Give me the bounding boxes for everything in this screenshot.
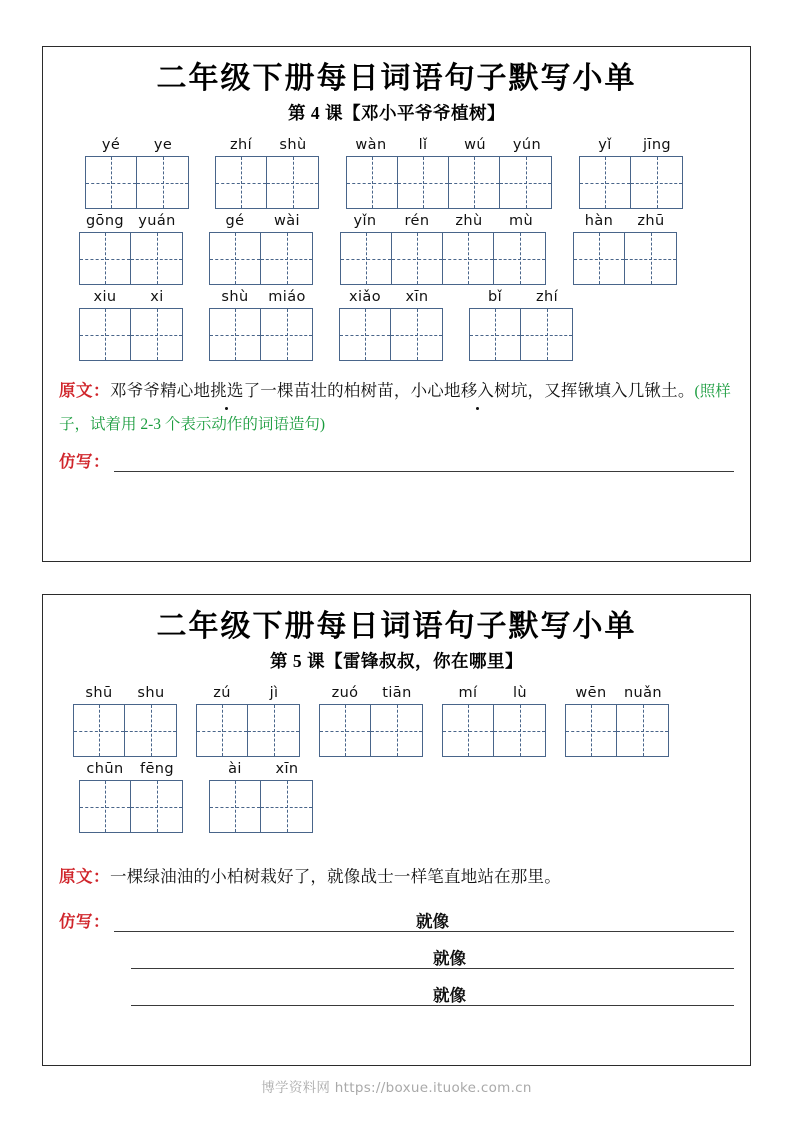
tianzige-cell[interactable] [341, 233, 392, 284]
pinyin-line [442, 685, 546, 701]
original-text-part1: 一棵绿油油的小柏树栽好了，就像战士一样笔直地站在那里。 [110, 867, 561, 887]
pinyin-line [579, 137, 683, 153]
tianzige-cell[interactable] [392, 233, 443, 284]
pinyin-syllable: jì [269, 685, 279, 702]
tianzige-grid[interactable] [339, 308, 443, 361]
pinyin-syllable: zuó [331, 685, 359, 702]
tianzige-cell[interactable] [137, 157, 188, 208]
tianzige-cell[interactable] [340, 309, 391, 360]
write-in-segment-right[interactable] [451, 911, 734, 932]
pinyin-line [73, 685, 177, 701]
tianzige-cell[interactable] [320, 705, 371, 756]
tianzige-cell[interactable] [580, 157, 631, 208]
pinyin-line [565, 685, 669, 701]
pinyin-syllable: xiǎo [349, 289, 381, 306]
tianzige-cell[interactable] [248, 705, 299, 756]
word-group [442, 685, 546, 757]
pinyin-syllable: jīng [642, 137, 672, 154]
pinyin-syllable: zhí [535, 289, 559, 306]
pinyin-line [339, 289, 443, 305]
pinyin-syllable: wàn [355, 137, 387, 154]
grid-row [59, 685, 734, 757]
tianzige-cell[interactable] [371, 705, 422, 756]
tianzige-grid[interactable] [442, 704, 546, 757]
tianzige-grid[interactable] [573, 232, 677, 285]
write-in-segment-left[interactable] [131, 948, 431, 969]
pinyin-syllable: fēng [139, 761, 175, 778]
tianzige-grid[interactable] [469, 308, 573, 361]
pinyin-syllable: shū [85, 685, 113, 702]
word-group [209, 761, 313, 833]
pinyin-syllable: xīn [275, 761, 299, 778]
tianzige-cell[interactable] [261, 309, 312, 360]
pinyin-syllable: bǐ [487, 289, 503, 306]
pinyin-line [196, 685, 300, 701]
write-in-line-2[interactable] [131, 948, 734, 969]
tianzige-grid[interactable] [209, 232, 313, 285]
tianzige-grid[interactable] [79, 780, 183, 833]
pinyin-syllable: rén [404, 213, 430, 230]
word-group [73, 685, 177, 757]
pinyin-line [79, 761, 183, 777]
tianzige-cell[interactable] [494, 233, 545, 284]
tianzige-cell[interactable] [210, 781, 261, 832]
tianzige-cell[interactable] [566, 705, 617, 756]
worksheet-card-lesson-5 [42, 594, 751, 1066]
pinyin-syllable: xīn [405, 289, 429, 306]
original-text-part2: 了一棵苗壮的柏树苗，小心地 [243, 381, 461, 401]
pinyin-syllable: yǐn [353, 213, 377, 230]
word-group [215, 137, 319, 209]
pinyin-line [339, 213, 547, 229]
word-group [565, 685, 669, 757]
tianzige-cell[interactable] [267, 157, 318, 208]
tianzige-grid[interactable] [73, 704, 177, 757]
prompt-word-jiuxiang: 就像 [433, 949, 466, 969]
imitation-write-row [59, 908, 734, 932]
pinyin-syllable: wú [464, 137, 486, 154]
write-in-segment-right[interactable] [468, 948, 734, 969]
lesson-subtitle: 第 4 课【邓小平爷爷植树】 [288, 103, 505, 124]
tianzige-cell[interactable] [131, 233, 182, 284]
tianzige-cell[interactable] [216, 157, 267, 208]
tianzige-grid[interactable] [209, 308, 313, 361]
pinyin-syllable: chūn [86, 761, 124, 778]
hint-text: (照样子，试着用 2-3 个表示动作的词语造句) [59, 383, 731, 433]
tianzige-grid[interactable] [196, 704, 300, 757]
pinyin-syllable: zhū [637, 213, 665, 230]
word-group [85, 137, 189, 209]
worksheet-card-lesson-4 [42, 46, 751, 562]
pinyin-line [573, 213, 677, 229]
tianzige-cell[interactable] [521, 309, 572, 360]
tianzige-cell[interactable] [86, 157, 137, 208]
pinyin-line [209, 213, 313, 229]
word-group [79, 289, 183, 361]
tianzige-cell[interactable] [500, 157, 551, 208]
pinyin-syllable: gōng [85, 213, 125, 230]
word-group [579, 137, 683, 209]
pinyin-line [215, 137, 319, 153]
pinyin-syllable: yǐ [598, 137, 612, 154]
grid-row [59, 761, 734, 833]
imitation-label: 仿写： [59, 451, 110, 471]
pinyin-syllable: wēn [575, 685, 607, 702]
tianzige-grid[interactable] [565, 704, 669, 757]
write-in-segment-left[interactable] [114, 911, 414, 932]
pinyin-line [79, 213, 183, 229]
pinyin-syllable: lù [512, 685, 528, 702]
original-text-emphasized-1 [210, 381, 243, 400]
pinyin-syllable: xi [150, 289, 164, 306]
pinyin-grid-section [59, 137, 734, 361]
tianzige-cell[interactable] [494, 705, 545, 756]
imitation-write-row [59, 448, 734, 472]
imitation-label: 仿写： [59, 911, 110, 931]
tianzige-cell[interactable] [131, 781, 182, 832]
tianzige-cell[interactable] [631, 157, 682, 208]
word-group [79, 761, 183, 833]
pinyin-line [319, 685, 423, 701]
imitation-write-row-3 [131, 985, 734, 1006]
tianzige-cell[interactable] [80, 233, 131, 284]
tianzige-grid[interactable] [209, 780, 313, 833]
footer-watermark: 博学资料网 https://boxue.ituoke.com.cn [261, 1080, 532, 1096]
tianzige-cell[interactable] [197, 705, 248, 756]
pinyin-syllable: miáo [268, 289, 306, 306]
pinyin-syllable: tiān [382, 685, 412, 702]
tianzige-cell[interactable] [261, 781, 312, 832]
word-group [209, 289, 313, 361]
tianzige-cell[interactable] [74, 705, 125, 756]
tianzige-cell[interactable] [574, 233, 625, 284]
prompt-word-jiuxiang: 就像 [433, 986, 466, 1006]
pinyin-syllable: mí [458, 685, 478, 702]
word-group [79, 213, 183, 285]
emphasis-dot-char: 挑选 [210, 375, 243, 407]
pinyin-line [85, 137, 189, 153]
original-label: 原文： [59, 381, 110, 401]
imitation-write-row-2 [131, 948, 734, 969]
pinyin-syllable: wài [274, 213, 300, 230]
pinyin-syllable: zhí [229, 137, 253, 154]
original-text-emphasized-2 [461, 381, 494, 400]
original-sentence-block [59, 861, 734, 893]
original-label: 原文： [59, 867, 110, 887]
tianzige-cell[interactable] [443, 705, 494, 756]
pinyin-syllable: mù [508, 213, 534, 230]
word-group [339, 213, 547, 285]
pinyin-line [209, 289, 313, 305]
tianzige-grid[interactable] [346, 156, 552, 209]
tianzige-grid[interactable] [85, 156, 189, 209]
original-text-part3: 树坑，又挥锹填入几锹土。 [494, 381, 695, 401]
tianzige-cell[interactable] [391, 309, 442, 360]
word-group [339, 289, 443, 361]
emphasis-dot-char: 移入 [461, 375, 494, 407]
write-in-line-1[interactable] [114, 911, 734, 932]
tianzige-grid[interactable] [79, 308, 183, 361]
original-text-part1: 邓爷爷精心地 [110, 381, 211, 401]
pinyin-line [345, 137, 553, 153]
pinyin-syllable: hàn [584, 213, 614, 230]
original-sentence-block [59, 375, 734, 439]
word-group [319, 685, 423, 757]
pinyin-syllable: yún [512, 137, 542, 154]
pinyin-syllable: yé [101, 137, 121, 154]
pinyin-syllable: zhù [455, 213, 483, 230]
pinyin-syllable: ye [153, 137, 173, 154]
word-group [345, 137, 553, 209]
pinyin-syllable: xiu [93, 289, 117, 306]
tianzige-cell[interactable] [210, 233, 261, 284]
card-content [43, 595, 750, 1065]
tianzige-grid[interactable] [579, 156, 683, 209]
pinyin-syllable: zú [213, 685, 231, 702]
tianzige-cell[interactable] [470, 309, 521, 360]
write-in-segment-right[interactable] [468, 985, 734, 1006]
word-group [209, 213, 313, 285]
tianzige-cell[interactable] [80, 309, 131, 360]
pinyin-grid-section [59, 685, 734, 833]
prompt-word-jiuxiang: 就像 [416, 912, 449, 932]
tianzige-grid[interactable] [340, 232, 546, 285]
tianzige-cell[interactable] [131, 309, 182, 360]
tianzige-grid[interactable] [215, 156, 319, 209]
pinyin-syllable: yuán [138, 213, 176, 230]
tianzige-cell[interactable] [398, 157, 449, 208]
page-title: 二年级下册每日词语句子默写小单 [156, 610, 637, 643]
pinyin-syllable: ài [228, 761, 242, 778]
page-title: 二年级下册每日词语句子默写小单 [156, 62, 637, 95]
tianzige-cell[interactable] [261, 233, 312, 284]
pinyin-syllable: shù [221, 289, 249, 306]
word-group [573, 213, 677, 285]
tianzige-cell[interactable] [449, 157, 500, 208]
pinyin-syllable: shu [137, 685, 165, 702]
tianzige-cell[interactable] [210, 309, 261, 360]
write-in-line[interactable] [114, 451, 734, 472]
pinyin-syllable: gé [225, 213, 245, 230]
pinyin-syllable: lǐ [418, 137, 428, 154]
card-content [43, 47, 750, 561]
lesson-subtitle: 第 5 课【雷锋叔叔，你在哪里】 [270, 651, 523, 672]
pinyin-syllable: shù [279, 137, 307, 154]
grid-row [59, 137, 734, 209]
grid-row [59, 289, 734, 361]
pinyin-syllable: nuǎn [623, 685, 663, 702]
tianzige-cell[interactable] [443, 233, 494, 284]
pinyin-line [209, 761, 313, 777]
write-in-line-3[interactable] [131, 985, 734, 1006]
tianzige-cell[interactable] [617, 705, 668, 756]
tianzige-cell[interactable] [80, 781, 131, 832]
tianzige-grid[interactable] [319, 704, 423, 757]
pinyin-line [469, 289, 573, 305]
tianzige-cell[interactable] [625, 233, 676, 284]
word-group [196, 685, 300, 757]
tianzige-grid[interactable] [79, 232, 183, 285]
tianzige-cell[interactable] [125, 705, 176, 756]
grid-row [59, 213, 734, 285]
write-in-segment-left[interactable] [131, 985, 431, 1006]
pinyin-line [79, 289, 183, 305]
word-group [469, 289, 573, 361]
tianzige-cell[interactable] [347, 157, 398, 208]
